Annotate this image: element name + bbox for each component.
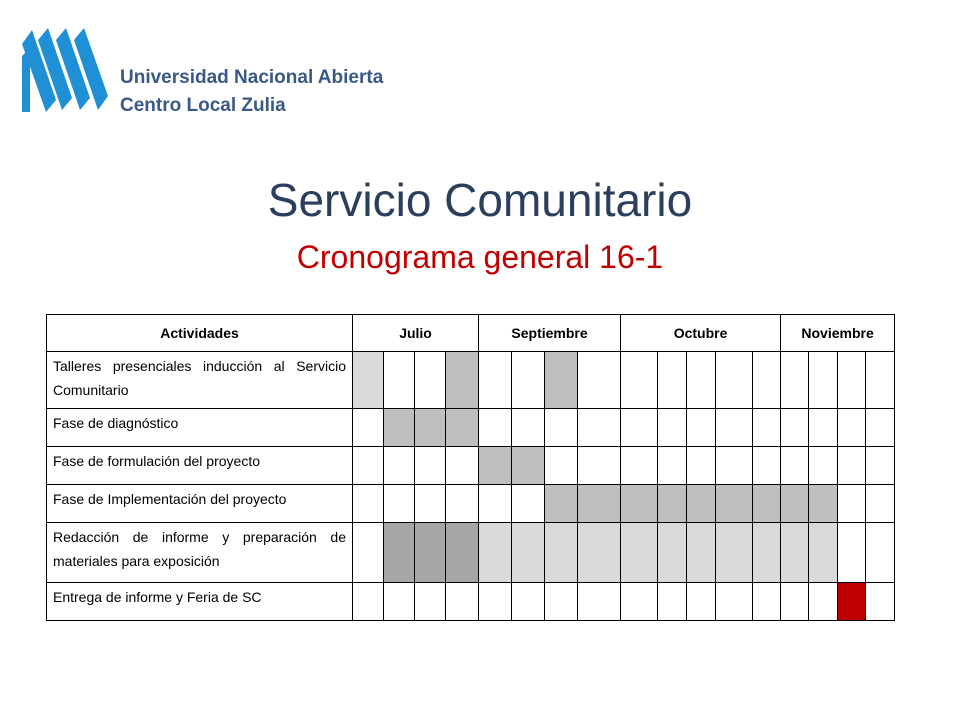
schedule-table [46,314,895,621]
schedule-cell [545,523,578,583]
table-row [47,583,895,621]
schedule-cell [384,409,415,447]
schedule-cell [512,352,545,409]
schedule-cell [621,352,658,409]
schedule-cell [716,583,753,621]
schedule-cell [687,485,716,523]
schedule-cell [866,523,895,583]
schedule-cell [866,447,895,485]
schedule-cell [809,523,838,583]
schedule-cell [353,409,384,447]
org-line-1: Universidad Nacional Abierta [120,67,384,88]
schedule-cell [809,409,838,447]
header-row [47,315,895,352]
schedule-cell [384,583,415,621]
schedule-cell [479,409,512,447]
schedule-cell [545,485,578,523]
schedule-cell [658,583,687,621]
schedule-cell [621,583,658,621]
schedule-cell [415,447,446,485]
schedule-cell [479,447,512,485]
header-activities: Actividades [47,315,353,352]
schedule-cell [753,352,781,409]
schedule-cell [716,523,753,583]
schedule-cell [781,523,809,583]
schedule-cell [716,352,753,409]
schedule-cell [415,583,446,621]
activity-label: Entrega de informe y Feria de SC [47,583,353,621]
schedule-cell [479,485,512,523]
schedule-cell [621,409,658,447]
table-row [47,523,895,583]
schedule-cell [838,583,866,621]
schedule-cell [838,523,866,583]
activity-label: Fase de diagnóstico [47,409,353,447]
header-month: Septiembre [479,315,621,352]
schedule-cell [353,447,384,485]
table-row [47,447,895,485]
schedule-cell [866,409,895,447]
schedule-cell [781,447,809,485]
header-month: Noviembre [781,315,895,352]
schedule-cell [838,485,866,523]
schedule-cell [353,352,384,409]
schedule-cell [415,352,446,409]
schedule-cell [479,583,512,621]
schedule-cell [384,523,415,583]
schedule-cell [838,447,866,485]
activity-label: Redacción de informe y preparación de materiales para exposición [47,523,353,583]
schedule-cell [512,447,545,485]
schedule-cell [384,447,415,485]
schedule-cell [781,583,809,621]
schedule-cell [687,447,716,485]
schedule-cell [578,447,621,485]
schedule-cell [716,485,753,523]
schedule-cell [809,583,838,621]
schedule-cell [446,352,479,409]
schedule-cell [866,583,895,621]
schedule-cell [512,583,545,621]
schedule-cell [809,485,838,523]
schedule-cell [753,485,781,523]
schedule-cell [809,447,838,485]
schedule-cell [781,409,809,447]
schedule-cell [658,447,687,485]
activity-label: Fase de formulación del proyecto [47,447,353,485]
schedule-cell [621,485,658,523]
schedule-cell [687,523,716,583]
schedule-cell [621,523,658,583]
schedule-cell [512,523,545,583]
schedule-cell [687,583,716,621]
schedule-cell [415,409,446,447]
schedule-cell [384,352,415,409]
schedule-cell [578,583,621,621]
schedule-cell [658,409,687,447]
activity-label: Talleres presenciales inducción al Servicio Comunitario [47,352,353,409]
schedule-cell [545,447,578,485]
schedule-cell [512,409,545,447]
schedule-cell [353,523,384,583]
schedule-cell [578,485,621,523]
schedule-cell [446,523,479,583]
page-title: Servicio Comunitario [267,174,693,226]
page-subtitle: Cronograma general 16-1 [296,239,664,275]
schedule-cell [446,447,479,485]
schedule-cell [578,523,621,583]
schedule-cell [658,352,687,409]
schedule-cell [658,485,687,523]
activity-label: Fase de Implementación del proyecto [47,485,353,523]
schedule-cell [716,447,753,485]
schedule-cell [866,485,895,523]
schedule-cell [545,583,578,621]
schedule-cell [838,352,866,409]
schedule-cell [687,409,716,447]
organization-name [120,64,383,120]
schedule-cell [479,523,512,583]
schedule-cell [753,409,781,447]
schedule-cell [353,583,384,621]
schedule-cell [446,409,479,447]
schedule-cell [658,523,687,583]
table-row [47,485,895,523]
header-month: Octubre [621,315,781,352]
schedule-cell [716,409,753,447]
schedule-cell [415,523,446,583]
schedule-cell [545,409,578,447]
table-row [47,409,895,447]
table-row [47,352,895,409]
schedule-cell [753,583,781,621]
schedule-cell [479,352,512,409]
schedule-cell [809,352,838,409]
schedule-cell [446,485,479,523]
schedule-cell [753,523,781,583]
schedule-cell [578,409,621,447]
schedule-cell [753,447,781,485]
header-month: Julio [353,315,479,352]
schedule-cell [781,352,809,409]
schedule-cell [415,485,446,523]
schedule-cell [838,409,866,447]
schedule-cell [545,352,578,409]
schedule-cell [781,485,809,523]
schedule-cell [353,485,384,523]
schedule-cell [866,352,895,409]
schedule-cell [384,485,415,523]
schedule-cell [687,352,716,409]
org-line-2: Centro Local Zulia [120,95,286,116]
schedule-cell [578,352,621,409]
una-logo-icon [20,26,110,114]
schedule-cell [512,485,545,523]
schedule-cell [621,447,658,485]
schedule-cell [446,583,479,621]
